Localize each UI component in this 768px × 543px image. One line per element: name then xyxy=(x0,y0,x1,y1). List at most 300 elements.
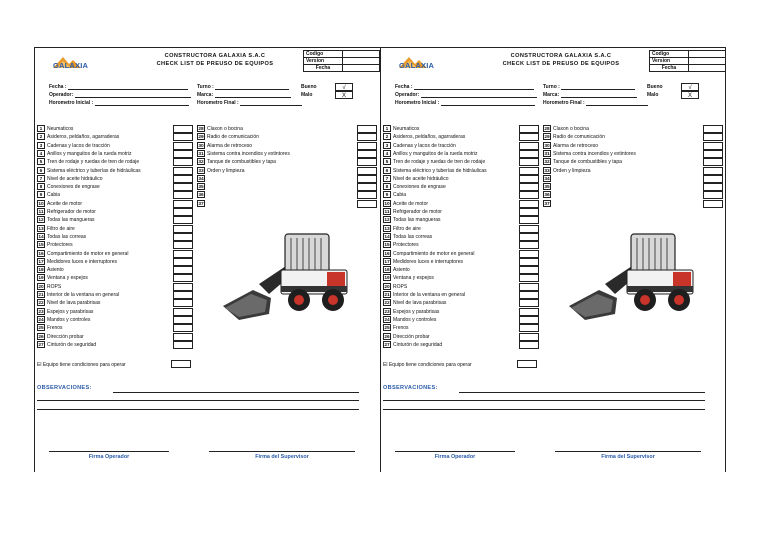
checklist-item xyxy=(543,175,553,183)
fecha-field[interactable] xyxy=(49,84,188,90)
bueno-label: Bueno xyxy=(301,84,317,90)
checklist-item xyxy=(543,150,636,158)
item-label: Tanque de combustibles y tapa xyxy=(207,159,276,166)
horometro-inicial-line[interactable] xyxy=(95,100,189,106)
supervisor-signature-label: Firma del Supervisor xyxy=(601,454,655,460)
item-check-box[interactable] xyxy=(703,142,723,150)
item-label: ROPS xyxy=(393,283,408,290)
malo-legend-box: X xyxy=(335,91,353,99)
item-check-box[interactable] xyxy=(357,142,377,150)
checklist-item xyxy=(37,299,100,307)
item-number: 5 xyxy=(37,158,45,165)
item-label: Cabia xyxy=(47,192,61,199)
item-number: 9 xyxy=(37,191,45,198)
item-label: Cabia xyxy=(393,192,407,199)
item-check-box[interactable] xyxy=(703,183,723,191)
item-label: Nivel de aceite hidráulico xyxy=(47,175,103,182)
supervisor-signature-line[interactable] xyxy=(555,451,701,452)
item-check-box[interactable] xyxy=(519,216,539,224)
item-check-box[interactable] xyxy=(173,258,193,266)
item-label: Conexiones de engrase xyxy=(393,184,446,191)
item-number: 37 xyxy=(198,201,204,207)
item-label: Espejos y parabrisas xyxy=(393,308,440,315)
horometro-inicial-label: Horometro Inicial : xyxy=(395,100,440,106)
checklist-item xyxy=(37,167,141,175)
item-check-box[interactable] xyxy=(173,183,193,191)
item-check-box[interactable] xyxy=(173,316,193,324)
item-check-box[interactable] xyxy=(519,133,539,141)
malo-label: Malo xyxy=(647,92,659,98)
item-check-box[interactable] xyxy=(703,133,723,141)
date-value[interactable] xyxy=(343,65,380,72)
checklist-item xyxy=(37,324,63,332)
checklist-item xyxy=(383,233,432,241)
checklist-item xyxy=(37,258,117,266)
document-title: CHECK LIST DE PREUSO DE EQUIPOS xyxy=(156,61,274,67)
item-check-box[interactable] xyxy=(703,175,723,183)
item-check-box[interactable] xyxy=(519,191,539,199)
checklist-item xyxy=(383,333,430,341)
item-label: ROPS xyxy=(47,283,62,290)
item-number: 33 xyxy=(544,168,550,174)
checklist-item xyxy=(383,274,434,282)
item-label: Refrigerador de motor xyxy=(393,209,442,215)
item-check-box[interactable] xyxy=(357,191,377,199)
turno-field[interactable] xyxy=(197,84,289,90)
operator-signature-line[interactable] xyxy=(49,451,169,452)
checklist-item xyxy=(37,341,96,349)
item-number: 7 xyxy=(383,175,391,182)
turno-line[interactable] xyxy=(215,84,289,90)
checklist-item xyxy=(383,167,487,175)
item-check-box[interactable] xyxy=(519,258,539,266)
horometro-inicial-field[interactable] xyxy=(49,100,189,106)
item-check-box[interactable] xyxy=(519,250,539,258)
item-check-box[interactable] xyxy=(519,225,539,233)
item-number: 16 xyxy=(38,251,44,257)
item-label: Nivel de lava parabrisas xyxy=(393,300,447,307)
item-check-box[interactable] xyxy=(357,200,377,208)
observations-line-3[interactable] xyxy=(383,409,705,410)
item-check-box[interactable] xyxy=(519,150,539,158)
fecha-line[interactable] xyxy=(68,84,188,90)
fecha-label: Fecha : xyxy=(49,84,67,90)
item-check-box[interactable] xyxy=(173,341,193,349)
item-number: 17 xyxy=(38,259,44,265)
item-number: 1 xyxy=(383,125,391,132)
item-check-box[interactable] xyxy=(519,241,539,249)
item-number: 32 xyxy=(544,160,550,166)
item-number: 35 xyxy=(198,185,204,191)
item-number: 2 xyxy=(37,133,45,140)
item-check-box[interactable] xyxy=(173,150,193,158)
item-number: 15 xyxy=(384,243,390,249)
item-check-box[interactable] xyxy=(519,291,539,299)
item-label: Refrigerador de motor xyxy=(47,209,96,215)
checklist-item xyxy=(197,191,207,199)
item-number: 8 xyxy=(37,183,45,190)
item-number: 15 xyxy=(38,243,44,249)
item-number: 3 xyxy=(383,142,391,149)
item-check-box[interactable] xyxy=(519,167,539,175)
observations-line-3[interactable] xyxy=(37,409,359,410)
marca-field[interactable] xyxy=(197,92,291,98)
item-check-box[interactable] xyxy=(173,167,193,175)
code-value[interactable] xyxy=(343,51,380,58)
item-check-box[interactable] xyxy=(173,142,193,150)
item-number: 13 xyxy=(38,226,44,232)
checklist-item xyxy=(383,283,407,291)
operador-field[interactable] xyxy=(49,92,191,98)
item-number: 6 xyxy=(37,167,45,174)
item-check-box[interactable] xyxy=(519,142,539,150)
date-value[interactable] xyxy=(689,65,726,72)
supervisor-signature-line[interactable] xyxy=(209,451,355,452)
item-check-box[interactable] xyxy=(703,150,723,158)
item-number: 20 xyxy=(38,284,44,290)
item-number: 7 xyxy=(37,175,45,182)
item-label: Ventana y espejos xyxy=(393,275,434,282)
checklist-item xyxy=(37,266,64,274)
horometro-inicial-label: Horometro Inicial : xyxy=(49,100,94,106)
checklist-item xyxy=(543,167,591,175)
item-label: Tanque de combustibles y tapa xyxy=(553,159,622,166)
version-value[interactable] xyxy=(343,58,380,65)
item-label: Radio de comunicación xyxy=(553,134,605,141)
operating-condition-label: El Equipo tiene condiciones para operar xyxy=(383,362,472,368)
item-number: 6 xyxy=(383,167,391,174)
fecha-line[interactable] xyxy=(414,84,534,90)
turno-field[interactable] xyxy=(543,84,635,90)
document-header xyxy=(461,53,661,67)
item-number: 18 xyxy=(384,268,390,274)
item-label: Interior de la ventana en general xyxy=(393,292,465,298)
item-label: Asideros, peldaños, agarraderas xyxy=(393,134,466,141)
version-label: Version xyxy=(304,58,343,65)
item-check-box[interactable] xyxy=(519,175,539,183)
horometro-inicial-line[interactable] xyxy=(441,100,535,106)
observations-line-1[interactable] xyxy=(459,392,705,393)
item-check-box[interactable] xyxy=(173,324,193,332)
item-label: Conexiones de engrase xyxy=(47,184,100,191)
item-check-box[interactable] xyxy=(173,125,193,133)
item-number: 27 xyxy=(384,342,390,348)
checklist-item xyxy=(37,233,86,241)
item-number: 24 xyxy=(38,317,44,323)
item-label: Mandos y controles xyxy=(47,316,91,323)
code-label: Codigo xyxy=(650,51,689,58)
item-check-box[interactable] xyxy=(703,200,723,208)
item-label: Compartimiento de motor en general xyxy=(393,250,475,257)
item-number: 21 xyxy=(384,293,390,298)
checklist-item xyxy=(383,266,410,274)
observations-line-2[interactable] xyxy=(383,400,705,401)
code-label: Codigo xyxy=(304,51,343,58)
item-check-box[interactable] xyxy=(519,208,539,216)
marca-label: Marca: xyxy=(543,92,560,98)
item-check-box[interactable] xyxy=(173,208,193,216)
checklist-item xyxy=(197,200,207,208)
item-check-box[interactable] xyxy=(357,150,377,158)
item-check-box[interactable] xyxy=(173,299,193,307)
item-check-box[interactable] xyxy=(519,266,539,274)
item-number: 9 xyxy=(383,191,391,198)
observations-label: OBSERVACIONES: xyxy=(37,385,92,391)
item-label: Frenos xyxy=(393,325,409,332)
code-value[interactable] xyxy=(689,51,726,58)
item-label: Cadenas y lacos de tracción xyxy=(393,142,456,149)
item-check-box[interactable] xyxy=(173,291,193,299)
item-label: Espejos y parabrisas xyxy=(47,308,94,315)
item-check-box[interactable] xyxy=(519,233,539,241)
item-label: Claxon o bocina xyxy=(207,126,243,132)
checklist-item xyxy=(197,175,207,183)
checklist-item xyxy=(37,183,100,191)
item-number: 36 xyxy=(544,193,550,199)
horometro-final-field[interactable] xyxy=(543,100,648,106)
item-label: Cinturón de seguridad xyxy=(393,341,443,348)
horometro-final-line[interactable] xyxy=(586,100,648,106)
checklist-item xyxy=(383,191,406,199)
checklist-item xyxy=(543,191,553,199)
item-label: Sistema eléctrico y tuberías de hidráulicas xyxy=(393,167,487,174)
item-label: Filtro de aire xyxy=(393,225,421,232)
checklist-item xyxy=(37,133,119,141)
item-number: 20 xyxy=(384,284,390,290)
item-label: Neumaticos xyxy=(47,126,74,132)
item-check-box[interactable] xyxy=(173,175,193,183)
item-label: Medidores luces e interruptores xyxy=(47,258,118,265)
checklist-item xyxy=(197,133,259,141)
item-label: Dirección probar xyxy=(393,333,430,340)
operador-line[interactable] xyxy=(75,92,191,98)
horometro-final-line[interactable] xyxy=(240,100,302,106)
item-check-box[interactable] xyxy=(519,274,539,282)
checklist-sheet xyxy=(380,47,726,472)
item-number: 27 xyxy=(38,342,44,348)
supervisor-signature-label: Firma del Supervisor xyxy=(255,454,309,460)
item-number: 24 xyxy=(384,317,390,323)
item-check-box[interactable] xyxy=(173,333,193,341)
item-check-box[interactable] xyxy=(703,158,723,166)
item-check-box[interactable] xyxy=(173,266,193,274)
marca-line[interactable] xyxy=(561,92,637,98)
checklist-item xyxy=(383,208,442,216)
observations-line-2[interactable] xyxy=(37,400,359,401)
checklist-item xyxy=(383,241,419,249)
item-number: 29 xyxy=(544,135,550,141)
item-label: Ventana y espejos xyxy=(47,275,88,282)
skid-steer-loader-image xyxy=(565,228,701,328)
horometro-inicial-field[interactable] xyxy=(395,100,535,106)
item-check-box[interactable] xyxy=(703,191,723,199)
checklist-item xyxy=(383,216,441,224)
item-label: Sistema contra incendios y extintores xyxy=(553,150,636,157)
company-name: CONSTRUCTORA GALAXIA S.A.C xyxy=(164,53,266,59)
checklist-item xyxy=(37,308,93,316)
checklist-item xyxy=(37,142,110,150)
item-label: Sistema contra incendios y extintores xyxy=(207,150,290,157)
item-check-box[interactable] xyxy=(173,216,193,224)
item-label: Anillos y manguitos de la rueda motriz xyxy=(393,150,478,157)
document-code-box xyxy=(649,50,726,72)
item-number: 5 xyxy=(383,158,391,165)
item-check-box[interactable] xyxy=(173,225,193,233)
item-label: Radio de comunicación xyxy=(207,134,259,141)
turno-label: Turno : xyxy=(543,84,560,90)
item-number: 8 xyxy=(383,183,391,190)
operador-line[interactable] xyxy=(421,92,537,98)
checklist-item xyxy=(37,125,73,133)
item-check-box[interactable] xyxy=(173,158,193,166)
item-number: 22 xyxy=(384,301,390,307)
turno-line[interactable] xyxy=(561,84,635,90)
item-number: 4 xyxy=(37,150,45,157)
item-number: 32 xyxy=(198,160,204,166)
checklist-item xyxy=(543,200,553,208)
item-check-box[interactable] xyxy=(357,183,377,191)
item-number: 21 xyxy=(38,293,44,298)
item-check-box[interactable] xyxy=(173,250,193,258)
operator-signature-line[interactable] xyxy=(395,451,515,452)
item-check-box[interactable] xyxy=(173,283,193,291)
malo-legend-box: X xyxy=(681,91,699,99)
checklist-item xyxy=(383,341,442,349)
checklist-item xyxy=(383,316,436,324)
operating-condition-box[interactable] xyxy=(517,360,537,368)
item-check-box[interactable] xyxy=(519,341,539,349)
item-check-box[interactable] xyxy=(173,133,193,141)
checklist-item xyxy=(37,158,139,166)
checklist-item xyxy=(37,150,132,158)
skid-steer-loader-image xyxy=(219,228,355,328)
item-label: Asiento xyxy=(393,267,410,274)
item-check-box[interactable] xyxy=(519,183,539,191)
item-check-box[interactable] xyxy=(519,316,539,324)
horometro-final-label: Horometro Final : xyxy=(197,100,239,106)
item-number: 3 xyxy=(37,142,45,149)
checklist-item xyxy=(383,183,446,191)
item-label: Orden y limpieza xyxy=(553,167,591,174)
item-number: 13 xyxy=(384,226,390,232)
item-number: 33 xyxy=(198,168,204,174)
logo-text: GALAXIA xyxy=(399,61,435,70)
item-number: 30 xyxy=(544,143,550,149)
observations-line-1[interactable] xyxy=(113,392,359,393)
item-check-box[interactable] xyxy=(519,125,539,133)
checklist-item xyxy=(37,250,128,258)
checklist-item xyxy=(197,125,243,133)
checklist-item xyxy=(383,142,456,150)
checklist-item xyxy=(543,158,622,166)
item-number: 28 xyxy=(198,127,204,132)
item-number: 16 xyxy=(384,251,390,257)
fecha-field[interactable] xyxy=(395,84,534,90)
item-number: 37 xyxy=(544,201,550,207)
item-check-box[interactable] xyxy=(519,333,539,341)
malo-label: Malo xyxy=(301,92,313,98)
marca-line[interactable] xyxy=(215,92,291,98)
item-label: Cinturón de seguridad xyxy=(47,341,97,348)
checklist-item xyxy=(543,133,605,141)
item-label: Alarma de retroceso xyxy=(207,142,253,149)
item-number: 14 xyxy=(38,234,44,240)
item-label: Interior de la ventana en general xyxy=(47,292,119,298)
item-label: Sistema eléctrico y tuberías de hidráulicas xyxy=(47,167,141,174)
item-check-box[interactable] xyxy=(173,233,193,241)
marca-field[interactable] xyxy=(543,92,637,98)
item-number: 10 xyxy=(38,201,44,207)
checklist-item xyxy=(383,150,478,158)
item-label: Medidores luces e interruptores xyxy=(393,258,464,265)
operator-signature-label: Firma Operador xyxy=(88,454,130,460)
item-check-box[interactable] xyxy=(519,158,539,166)
item-check-box[interactable] xyxy=(173,308,193,316)
item-check-box[interactable] xyxy=(357,175,377,183)
document-code-box xyxy=(303,50,380,72)
item-check-box[interactable] xyxy=(703,167,723,175)
item-number: 11 xyxy=(384,210,390,215)
checklist-item xyxy=(37,241,73,249)
item-check-box[interactable] xyxy=(357,125,377,133)
item-check-box[interactable] xyxy=(357,133,377,141)
checklist-item xyxy=(37,316,90,324)
item-check-box[interactable] xyxy=(519,200,539,208)
checklist-item xyxy=(543,125,589,133)
checklist-item xyxy=(37,291,119,299)
item-check-box[interactable] xyxy=(173,241,193,249)
checklist-item xyxy=(37,225,75,233)
item-check-box[interactable] xyxy=(173,274,193,282)
item-check-box[interactable] xyxy=(173,191,193,199)
turno-label: Turno : xyxy=(197,84,214,90)
item-number: 2 xyxy=(383,133,391,140)
checklist-item xyxy=(37,175,103,183)
horometro-final-field[interactable] xyxy=(197,100,302,106)
operating-condition-box[interactable] xyxy=(171,360,191,368)
checklist-item xyxy=(37,283,61,291)
item-number: 12 xyxy=(38,218,44,224)
item-number: 22 xyxy=(38,301,44,307)
item-label: Asideros, peldaños, agarraderas xyxy=(47,134,120,141)
operator-signature-label: Firma Operador xyxy=(434,454,476,460)
version-label: Version xyxy=(650,58,689,65)
version-value[interactable] xyxy=(689,58,726,65)
item-check-box[interactable] xyxy=(519,283,539,291)
item-check-box[interactable] xyxy=(357,158,377,166)
item-label: Protectores xyxy=(393,242,419,249)
operador-field[interactable] xyxy=(395,92,537,98)
item-check-box[interactable] xyxy=(173,200,193,208)
item-number: 31 xyxy=(544,151,550,157)
item-number: 12 xyxy=(384,218,390,224)
item-label: Alarma de retroceso xyxy=(553,142,599,149)
item-number: 1 xyxy=(37,125,45,132)
bueno-label: Bueno xyxy=(647,84,663,90)
item-check-box[interactable] xyxy=(519,308,539,316)
checklist-item xyxy=(197,150,290,158)
marca-label: Marca: xyxy=(197,92,214,98)
date-label: Fecha xyxy=(650,65,689,72)
item-check-box[interactable] xyxy=(703,125,723,133)
item-check-box[interactable] xyxy=(357,167,377,175)
item-number: 26 xyxy=(384,334,390,340)
checklist-item xyxy=(383,158,485,166)
item-label: Claxon o bocina xyxy=(553,126,589,132)
item-check-box[interactable] xyxy=(519,299,539,307)
item-check-box[interactable] xyxy=(519,324,539,332)
item-number: 17 xyxy=(384,259,390,265)
